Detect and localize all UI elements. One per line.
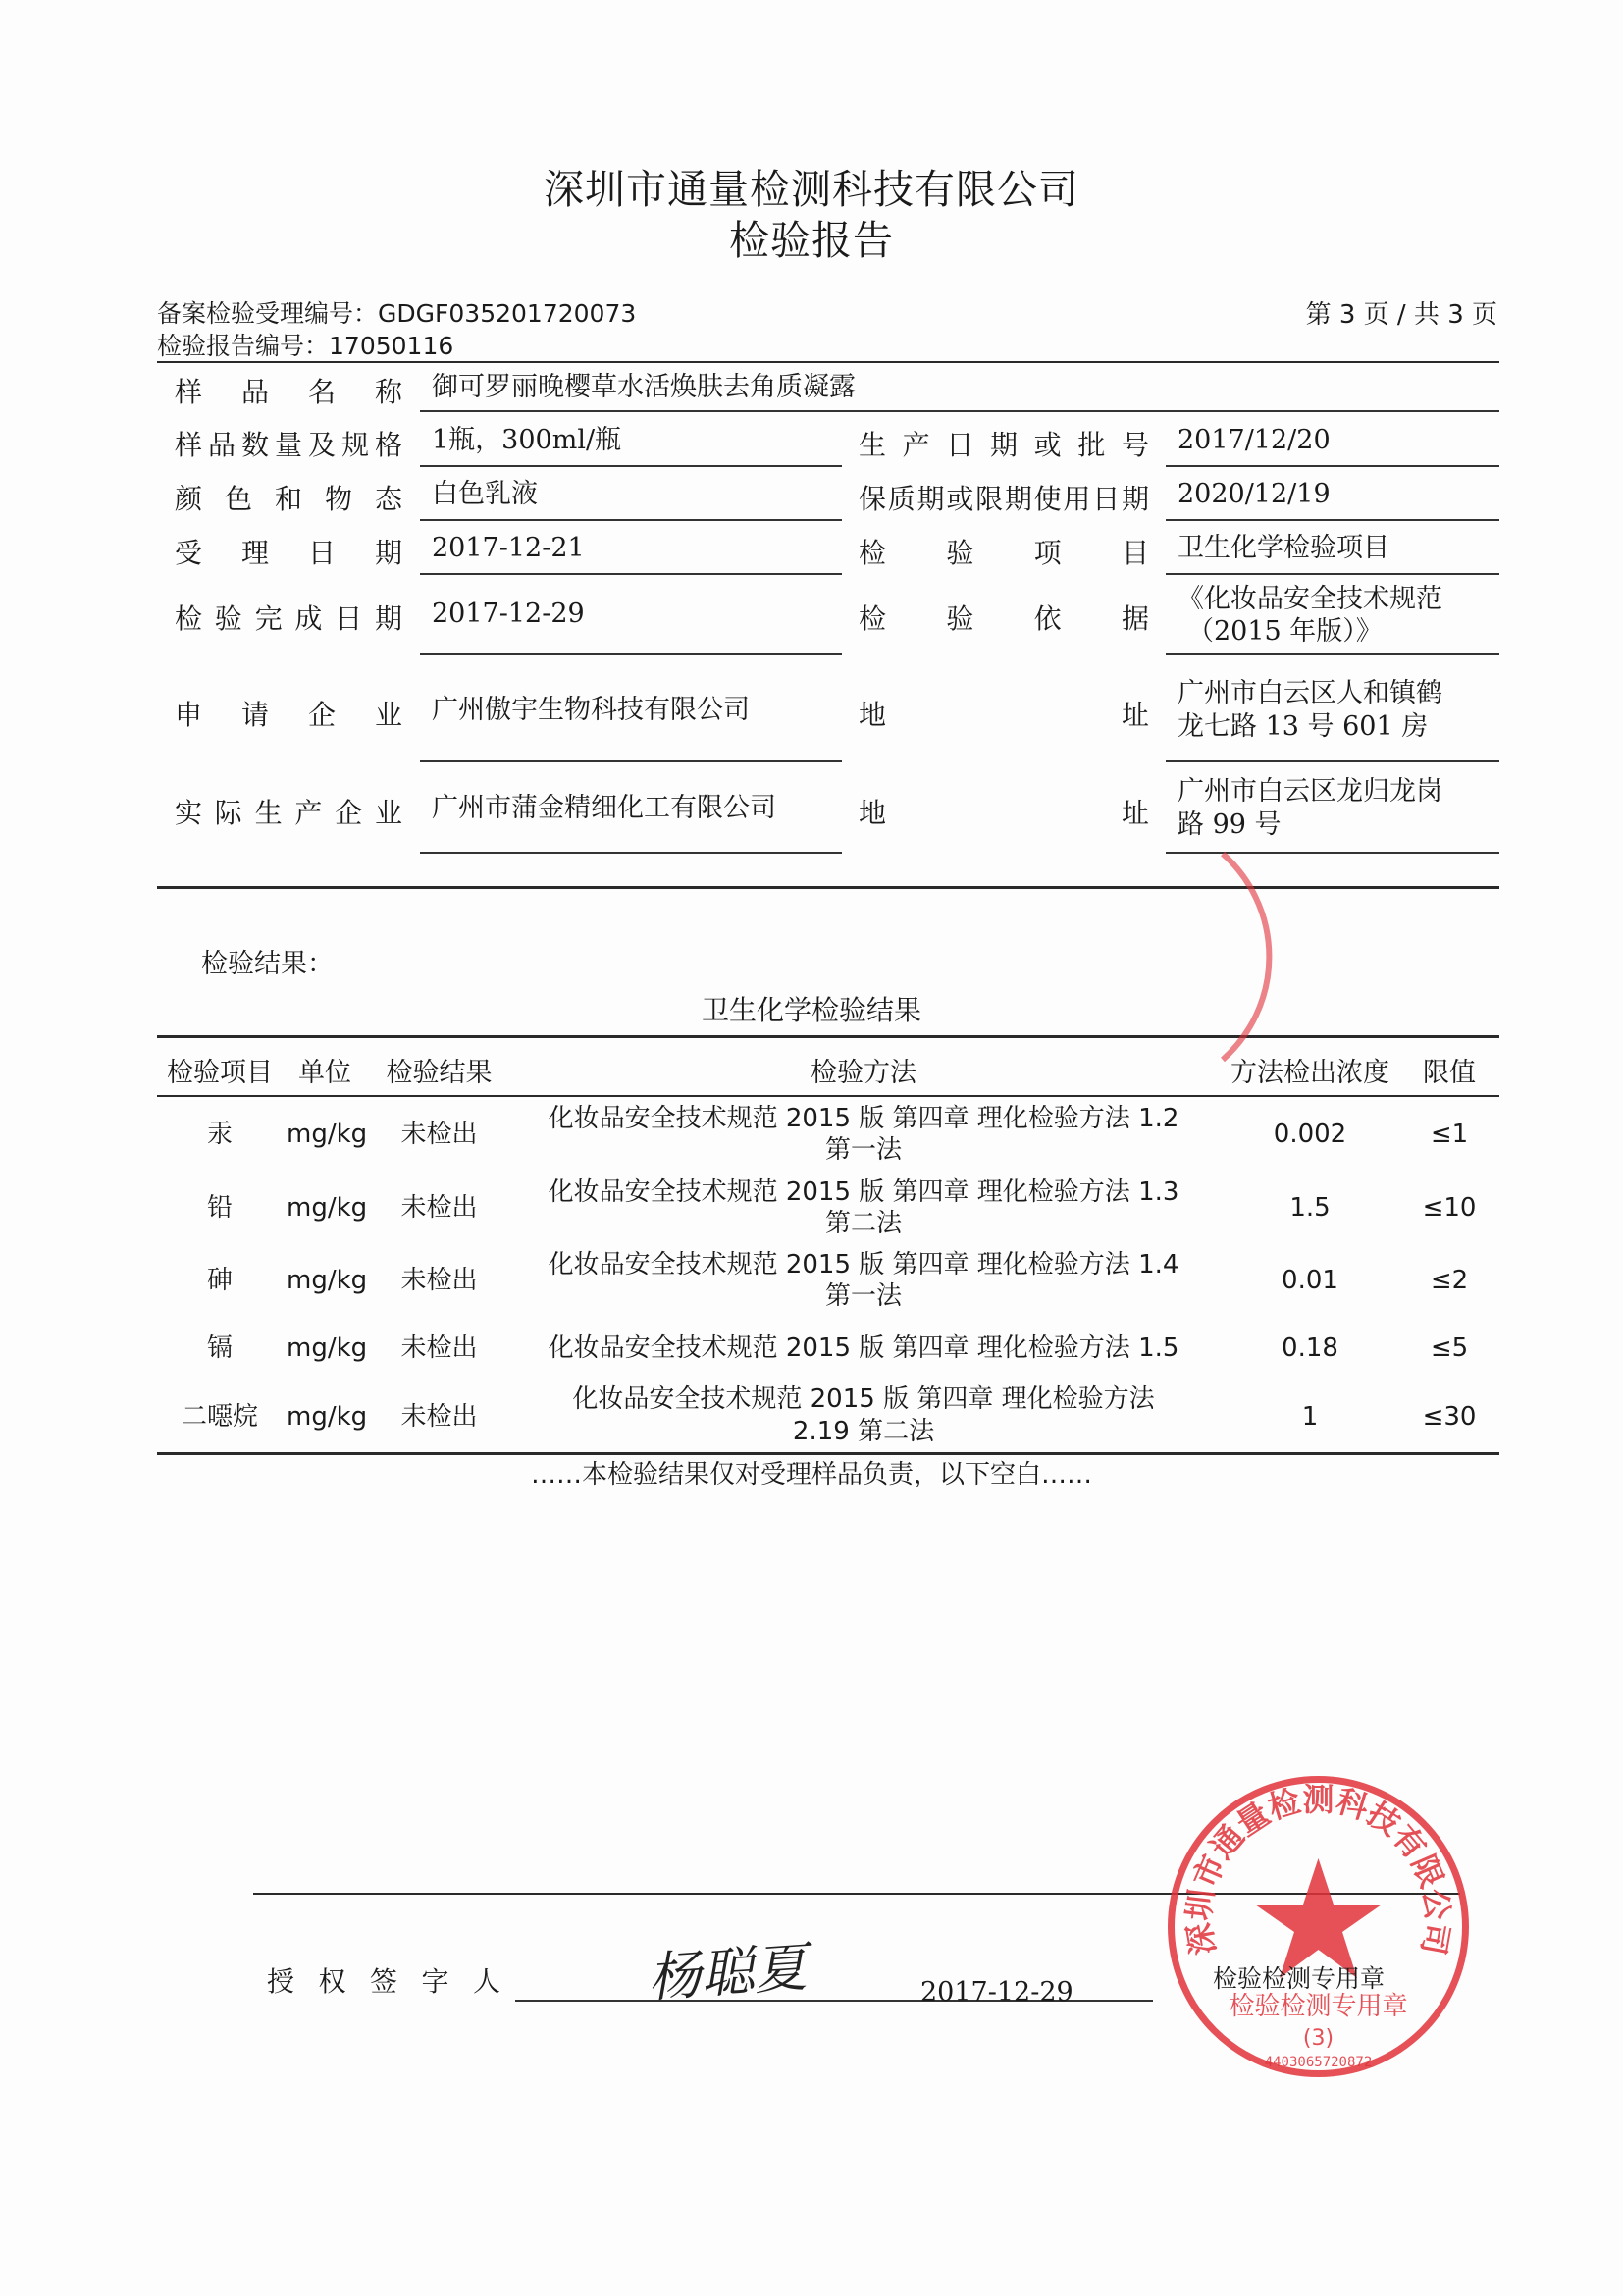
row-detect: 1 [1301, 1402, 1319, 1432]
applicant-label: 申请企业 [175, 699, 402, 731]
row-method-line-2: 2.19 第二法 [792, 1417, 935, 1446]
row-detect: 0.18 [1282, 1333, 1338, 1363]
producer-label: 实际生产企业 [175, 797, 402, 829]
row-unit: mg/kg [287, 1333, 368, 1363]
signer-label: 授权签字人 [267, 1965, 500, 1998]
table-header-rule [157, 1095, 1499, 1097]
underline [1166, 573, 1499, 575]
report-number-label: 检验报告编号： [157, 332, 330, 360]
batch-value: 2017/12/20 [1178, 425, 1331, 455]
row-result: 未检出 [400, 1402, 478, 1432]
test-item-label: 检验项目 [859, 537, 1149, 569]
underline [1166, 519, 1499, 521]
results-label: 检验结果： [201, 949, 334, 979]
applicant-value: 广州傲宇生物科技有限公司 [432, 695, 750, 725]
row-limit: ≤1 [1430, 1120, 1469, 1149]
underline [420, 760, 842, 762]
row-detect: 0.002 [1273, 1120, 1347, 1149]
row-unit: mg/kg [287, 1120, 368, 1149]
row-detect: 1.5 [1289, 1193, 1331, 1223]
results-footer-note: ……本检验结果仅对受理样品负责，以下空白…… [530, 1460, 1092, 1489]
row-method-line-1: 化妆品安全技术规范 2015 版 第四章 理化检验方法 1.3 [548, 1177, 1179, 1207]
expiry-label: 保质期或限期使用日期 [859, 483, 1149, 515]
row-unit: mg/kg [287, 1193, 368, 1223]
report-title: 检验报告 [729, 217, 894, 264]
seal-code: 4403065720872 [1264, 2055, 1373, 2070]
sample-name-label: 样品名称 [175, 376, 402, 408]
acceptance-number-value: GDGF035201720073 [378, 299, 637, 328]
basis-label: 检验依据 [859, 602, 1149, 635]
applicant-address-line-1: 广州市白云区人和镇鹤 [1178, 678, 1442, 708]
applicant-address-line-2: 龙七路 13 号 601 房 [1178, 711, 1429, 742]
row-item: 砷 [206, 1266, 233, 1295]
col-header-limit: 限值 [1423, 1058, 1476, 1088]
page-info: 第 3 页 / 共 3 页 [1305, 300, 1497, 330]
row-method-line-2: 第一法 [824, 1281, 902, 1311]
accept-date: 2017-12-21 [432, 533, 585, 563]
row-method-line-1: 化妆品安全技术规范 2015 版 第四章 理化检验方法 1.4 [548, 1250, 1179, 1279]
row-result: 未检出 [400, 1333, 478, 1363]
header-divider [157, 361, 1499, 363]
report-number [157, 327, 453, 362]
sample-qty: 1瓶，300ml/瓶 [432, 425, 622, 455]
row-method-line-1: 化妆品安全技术规范 2015 版 第四章 理化检验方法 1.5 [548, 1333, 1179, 1363]
producer-address-line-1: 广州市白云区龙归龙岗 [1178, 776, 1442, 807]
row-result: 未检出 [400, 1266, 478, 1295]
batch-label: 生产日期或批号 [859, 429, 1149, 461]
official-seal-icon [1164, 1772, 1473, 2081]
row-limit: ≤10 [1422, 1193, 1477, 1223]
row-item: 二噁烷 [181, 1402, 258, 1432]
row-unit: mg/kg [287, 1402, 368, 1432]
sample-qty-label: 样品数量及规格 [175, 429, 402, 461]
acceptance-number-label: 备案检验受理编号： [157, 299, 379, 328]
expiry-value: 2020/12/19 [1178, 479, 1331, 509]
producer-value: 广州市蒲金精细化工有限公司 [432, 793, 776, 823]
row-unit: mg/kg [287, 1266, 368, 1295]
producer-address-label: 地址 [859, 797, 1149, 829]
seal-number: (3) [1302, 2026, 1335, 2051]
row-limit: ≤2 [1430, 1266, 1469, 1295]
accept-date-label: 受理日期 [175, 537, 402, 569]
test-item: 卫生化学检验项目 [1178, 533, 1389, 563]
seal-bottom-text: 检验检测专用章 [1229, 1992, 1408, 2021]
underline [1166, 465, 1499, 467]
col-header-detect: 方法检出浓度 [1230, 1058, 1389, 1088]
row-method-line-2: 第一法 [824, 1135, 902, 1165]
row-result: 未检出 [400, 1120, 478, 1149]
col-header-result: 检验结果 [386, 1058, 493, 1088]
results-table-title: 卫生化学检验结果 [701, 994, 921, 1026]
underline [420, 653, 842, 655]
row-limit: ≤30 [1422, 1402, 1477, 1432]
complete-date: 2017-12-29 [432, 599, 585, 629]
basis-line-2: （2015 年版）》 [1187, 616, 1383, 647]
underline [1166, 760, 1499, 762]
handwritten-signature: 杨聪夏 [646, 1936, 810, 2009]
complete-date-label: 检验完成日期 [175, 602, 402, 635]
acceptance-number [157, 294, 636, 330]
basis-line-1: 《化妆品安全技术规范 [1178, 584, 1442, 614]
underline [420, 519, 842, 521]
seal-label: 检验检测专用章 [1213, 1964, 1386, 1993]
row-item: 镉 [206, 1333, 233, 1363]
underline [420, 573, 842, 575]
col-header-unit: 单位 [298, 1058, 351, 1088]
col-header-method: 检验方法 [811, 1058, 916, 1088]
col-header-item: 检验项目 [167, 1058, 273, 1088]
row-result: 未检出 [400, 1193, 478, 1223]
color-value: 白色乳液 [432, 479, 538, 509]
row-limit: ≤5 [1430, 1333, 1469, 1363]
seal-ring-text: 深圳市通量检测科技有限公司 [1179, 1780, 1457, 1958]
underline [420, 410, 1499, 412]
sample-name: 御可罗丽晚樱草水活焕肤去角质凝露 [432, 372, 856, 402]
color-label: 颜色和物态 [175, 483, 402, 515]
underline [420, 852, 842, 854]
row-item: 铅 [206, 1193, 233, 1223]
report-number-value: 17050116 [329, 332, 454, 360]
applicant-address-label: 地址 [859, 699, 1149, 731]
underline [1166, 653, 1499, 655]
partial-seal-icon [1203, 844, 1321, 1070]
company-title: 深圳市通量检测科技有限公司 [544, 166, 1079, 213]
underline [420, 465, 842, 467]
row-method-line-1: 化妆品安全技术规范 2015 版 第四章 理化检验方法 1.2 [548, 1104, 1179, 1133]
signature-date: 2017-12-29 [920, 1977, 1073, 2008]
row-method-line-1: 化妆品安全技术规范 2015 版 第四章 理化检验方法 [572, 1384, 1155, 1414]
row-item: 汞 [206, 1120, 233, 1149]
row-detect: 0.01 [1282, 1266, 1338, 1295]
row-method-line-2: 第二法 [824, 1209, 902, 1238]
producer-address-line-2: 路 99 号 [1178, 809, 1282, 840]
